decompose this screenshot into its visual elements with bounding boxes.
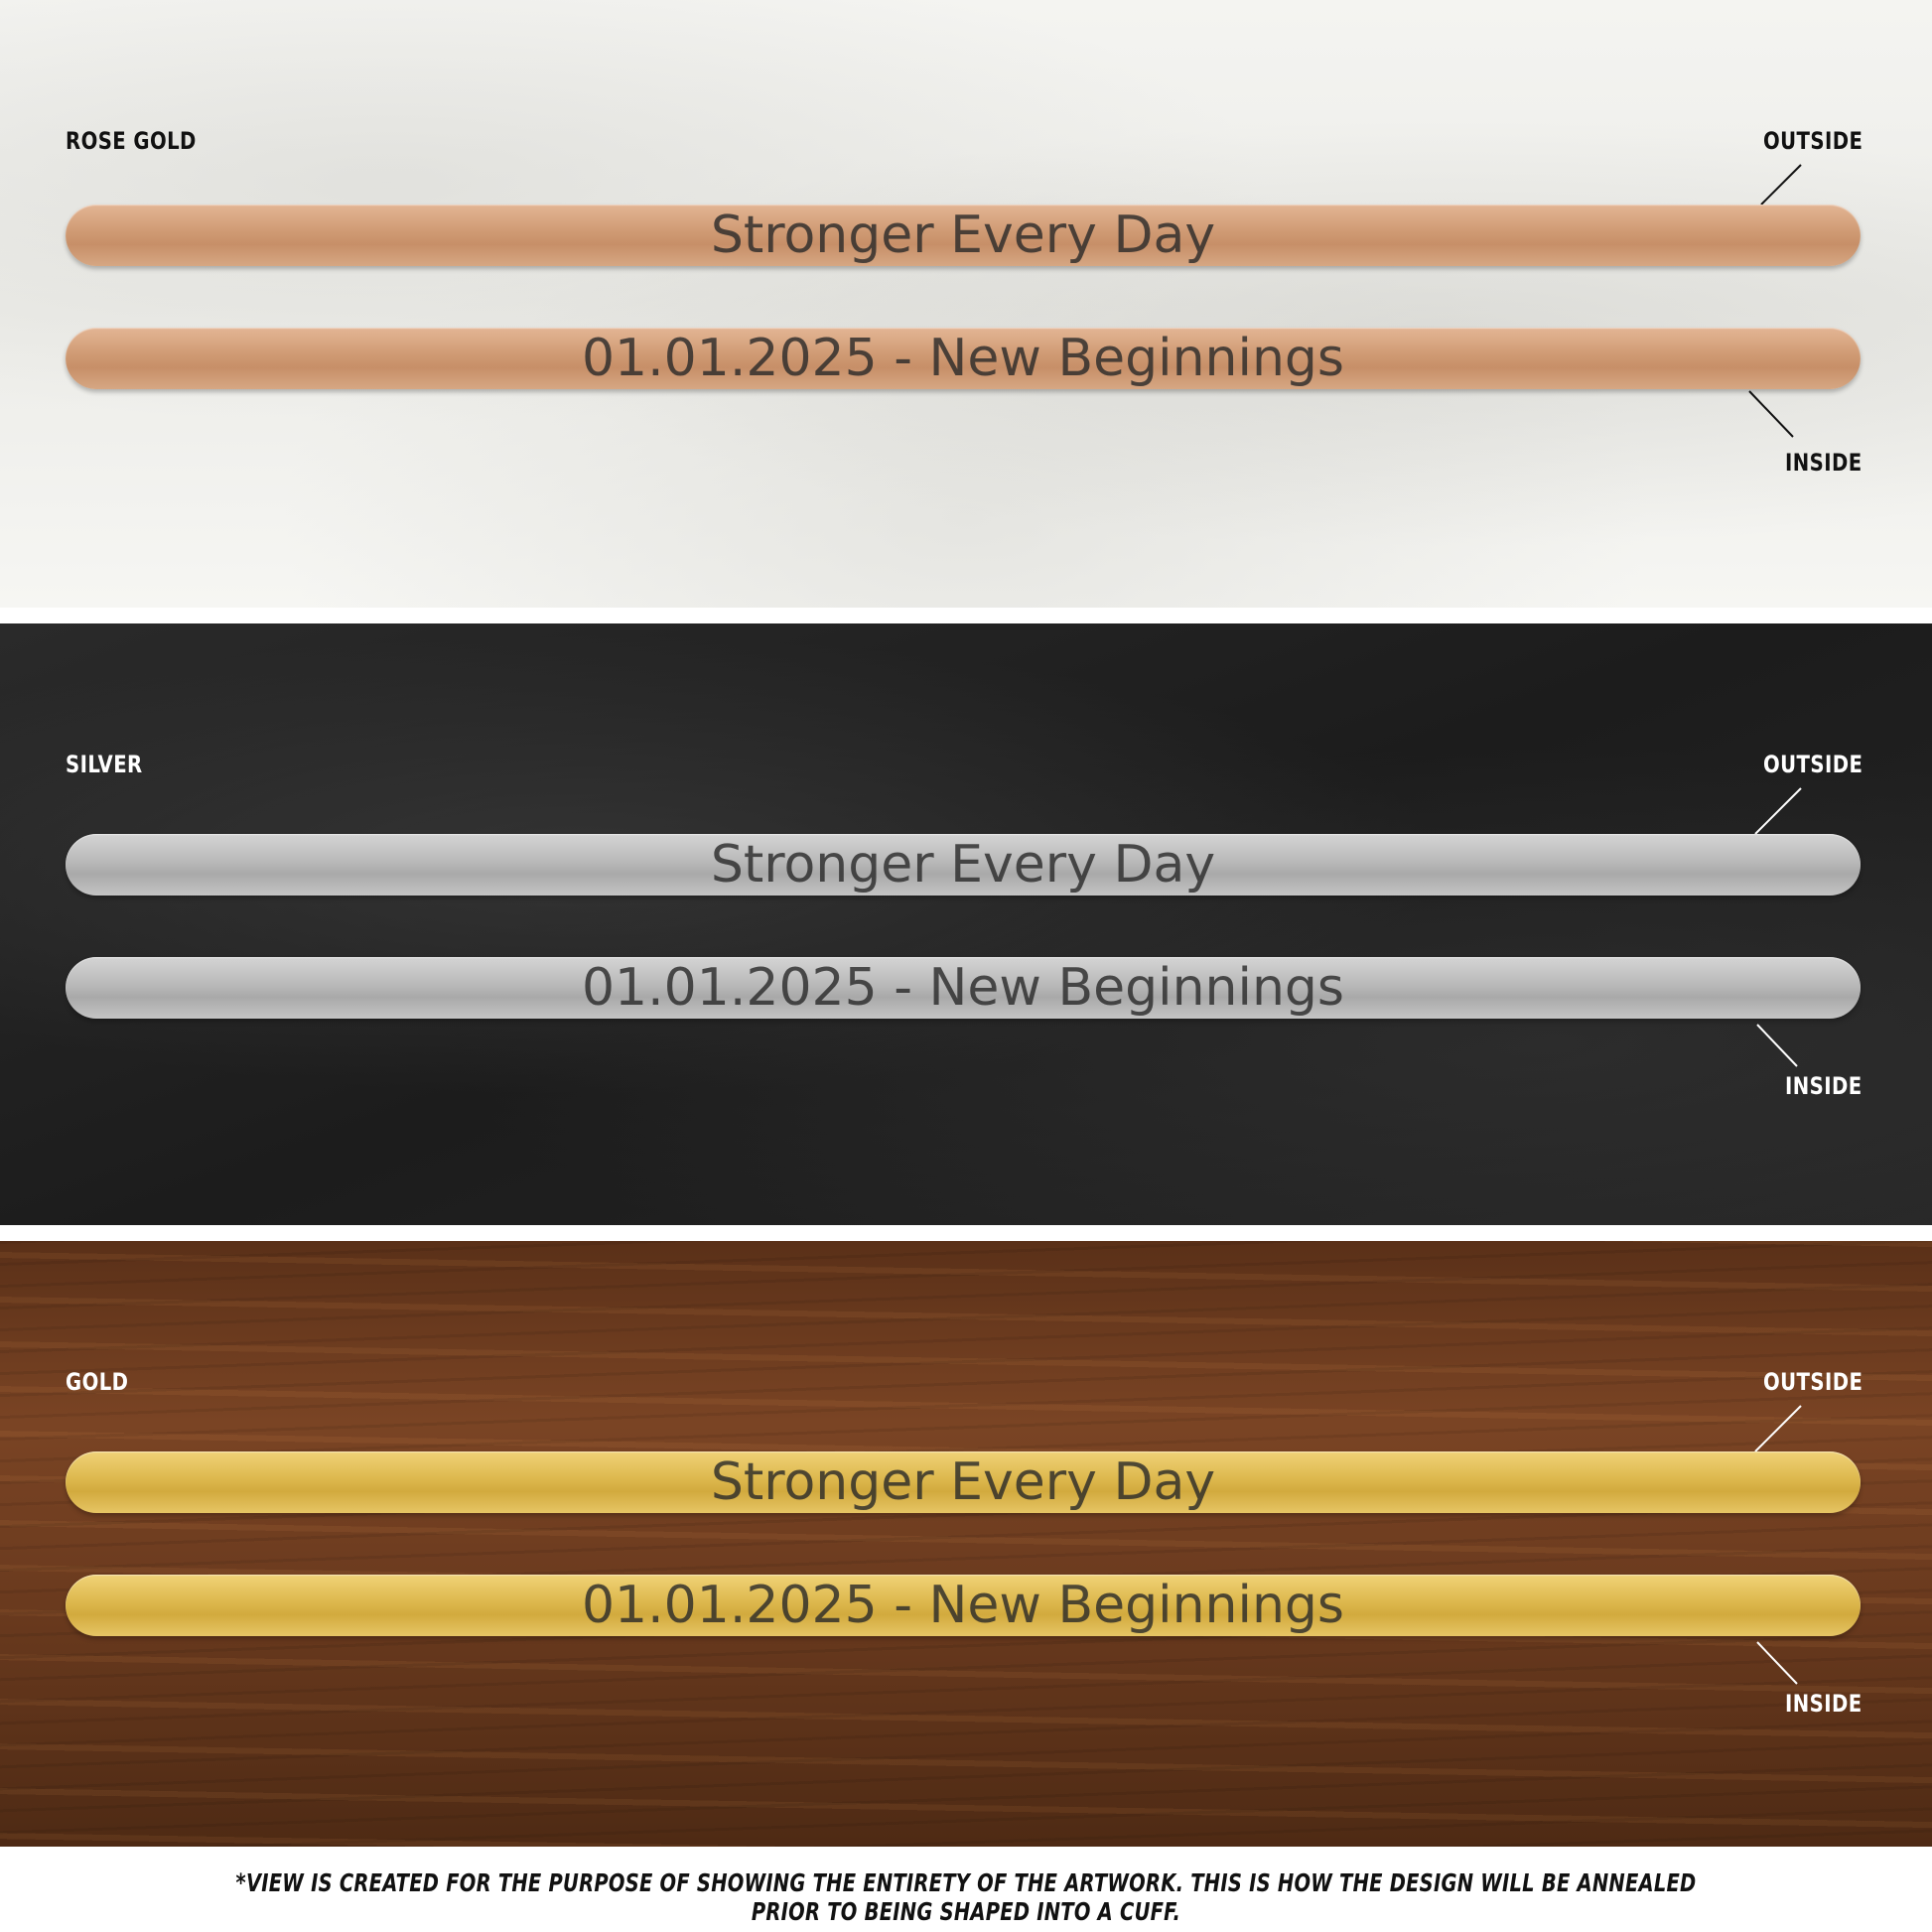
inside-label: INSIDE (1785, 449, 1863, 477)
outside-label: OUTSIDE (1762, 127, 1863, 155)
metal-label-gold: GOLD (66, 1368, 129, 1396)
metal-label-silver: SILVER (66, 751, 143, 778)
outside-pointer-line (0, 623, 1932, 1225)
outside-band (66, 834, 1861, 896)
inside-engraving: 01.01.2025 - New Beginnings (581, 958, 1345, 1018)
footer-disclaimer (0, 1868, 1932, 1926)
inside-band (66, 328, 1861, 389)
outside-label: OUTSIDE (1762, 751, 1863, 778)
rose-gold-panel (0, 0, 1932, 608)
inside-engraving: 01.01.2025 - New Beginnings (581, 1576, 1345, 1635)
inside-band (66, 957, 1861, 1019)
inside-label: INSIDE (1785, 1072, 1863, 1100)
outside-engraving: Stronger Every Day (710, 1452, 1216, 1512)
silver-panel (0, 623, 1932, 1225)
outside-band (66, 1451, 1861, 1513)
outside-label: OUTSIDE (1762, 1368, 1863, 1396)
outside-pointer-line (0, 1241, 1932, 1847)
footer-disclaimer-text: *VIEW IS CREATED FOR THE PURPOSE OF SHOWING THE ENTIRETY OF THE ARTWORK. THIS IS HOW THE DESIGN WILL BE ANNEALED PRIOR TO BEING SHAPED INTO A CUFF. (235, 1868, 1697, 1926)
outside-engraving: Stronger Every Day (710, 835, 1216, 895)
outside-pointer-line (0, 0, 1932, 608)
inside-engraving: 01.01.2025 - New Beginnings (581, 329, 1345, 388)
metal-label-rose-gold: ROSE GOLD (66, 127, 197, 155)
outside-engraving: Stronger Every Day (710, 206, 1216, 265)
inside-label: INSIDE (1785, 1690, 1863, 1718)
gold-panel (0, 1241, 1932, 1847)
inside-band (66, 1575, 1861, 1636)
outside-band (66, 205, 1861, 266)
